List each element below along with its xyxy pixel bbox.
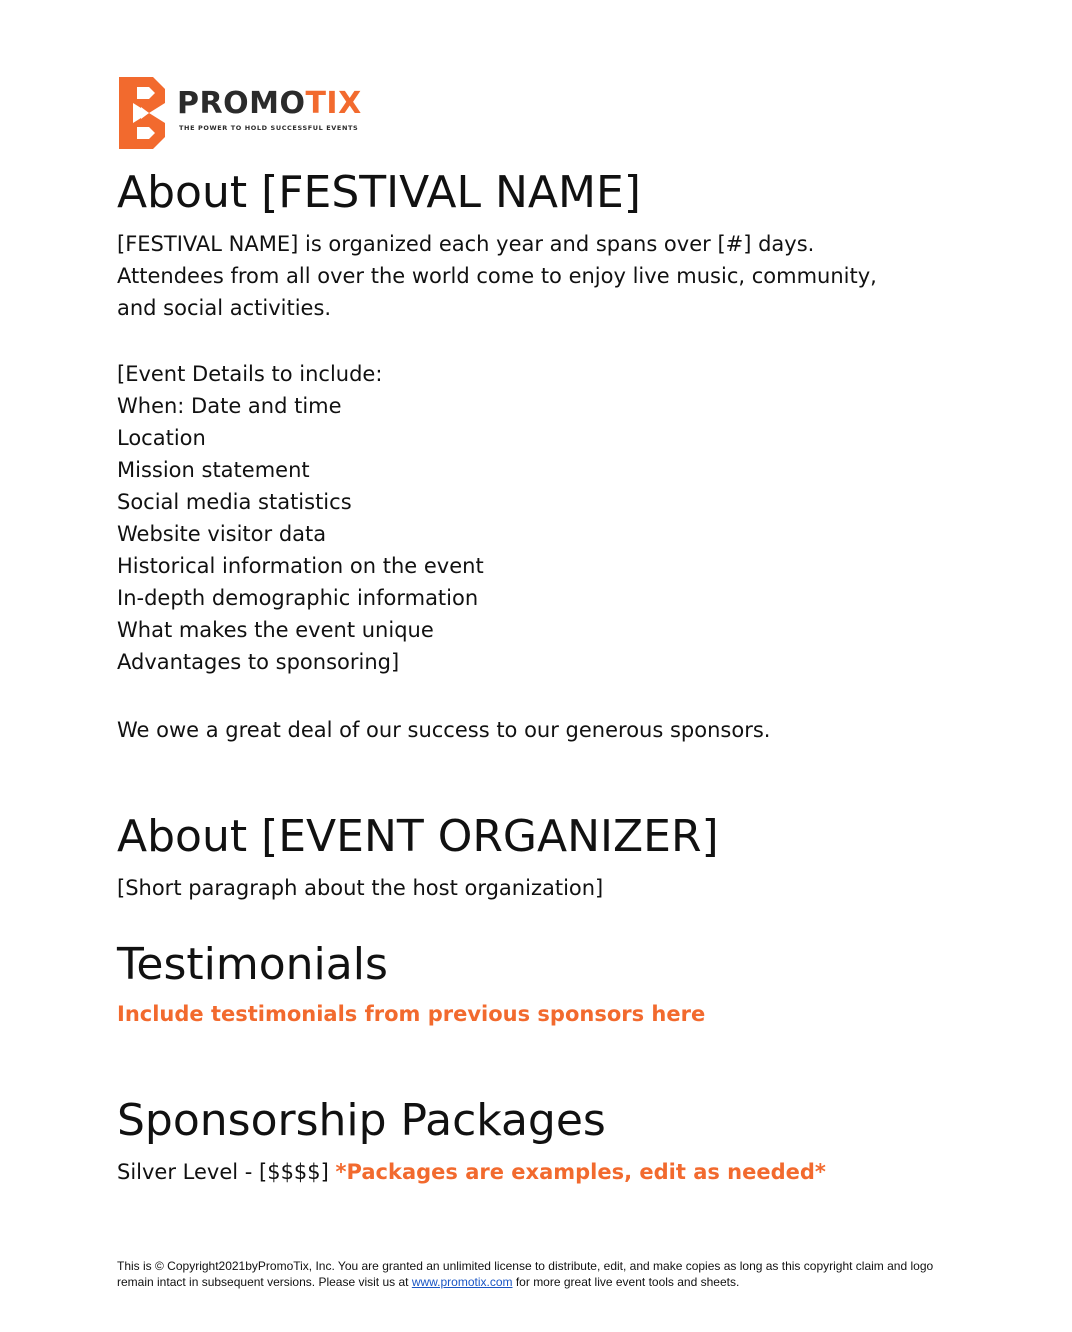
event-details-list bbox=[117, 358, 484, 678]
packages-line bbox=[117, 1156, 826, 1188]
event-details-line: What makes the event unique bbox=[117, 618, 434, 642]
event-details-line: Historical information on the event bbox=[117, 554, 484, 578]
packages-heading: Sponsorship Packages bbox=[117, 1095, 606, 1146]
package-level: Silver Level - [$$$$] bbox=[117, 1160, 329, 1184]
testimonials-heading: Testimonials bbox=[117, 939, 388, 990]
website-link[interactable]: www.promotix.com bbox=[411, 1275, 513, 1289]
logo-wordmark: PROMOTIX bbox=[177, 86, 362, 121]
logo-tagline: THE POWER TO HOLD SUCCESSFUL EVENTS bbox=[179, 124, 359, 132]
organizer-heading: About [EVENT ORGANIZER] bbox=[117, 811, 719, 862]
footer-text-before: This is © Copyright2021byPromoTix, Inc. You are granted an unlimited license to distribute, edit, and make copies as long as this copyright claim and logo remain intact in subsequent versions. Please visit us at bbox=[117, 1259, 934, 1289]
packages-note: *Packages are examples, edit as needed* bbox=[335, 1160, 826, 1184]
event-details-line: Social media statistics bbox=[117, 490, 352, 514]
promotix-logo-icon bbox=[119, 77, 165, 149]
festival-intro-line: Attendees from all over the world come to enjoy live music, community, bbox=[117, 264, 877, 288]
festival-closing: We owe a great deal of our success to our generous sponsors. bbox=[117, 718, 771, 742]
festival-heading: About [FESTIVAL NAME] bbox=[117, 167, 641, 218]
footer-text-after: for more great live event tools and sheets. bbox=[512, 1275, 740, 1289]
organizer-text: [Short paragraph about the host organization] bbox=[117, 876, 604, 900]
event-details-line: When: Date and time bbox=[117, 394, 342, 418]
promotix-logo bbox=[119, 77, 399, 149]
festival-intro-line: and social activities. bbox=[117, 296, 332, 320]
event-details-line: [Event Details to include: bbox=[117, 362, 383, 386]
festival-intro-line: [FESTIVAL NAME] is organized each year and spans over [#] days. bbox=[117, 232, 815, 256]
event-details-line: In-depth demographic information bbox=[117, 586, 479, 610]
testimonials-note: Include testimonials from previous sponsors here bbox=[117, 1002, 706, 1026]
copyright-footer bbox=[117, 1258, 957, 1290]
festival-intro bbox=[117, 228, 877, 324]
event-details-line: Mission statement bbox=[117, 458, 310, 482]
event-details-line: Website visitor data bbox=[117, 522, 327, 546]
event-details-line: Advantages to sponsoring] bbox=[117, 650, 400, 674]
event-details-line: Location bbox=[117, 426, 206, 450]
